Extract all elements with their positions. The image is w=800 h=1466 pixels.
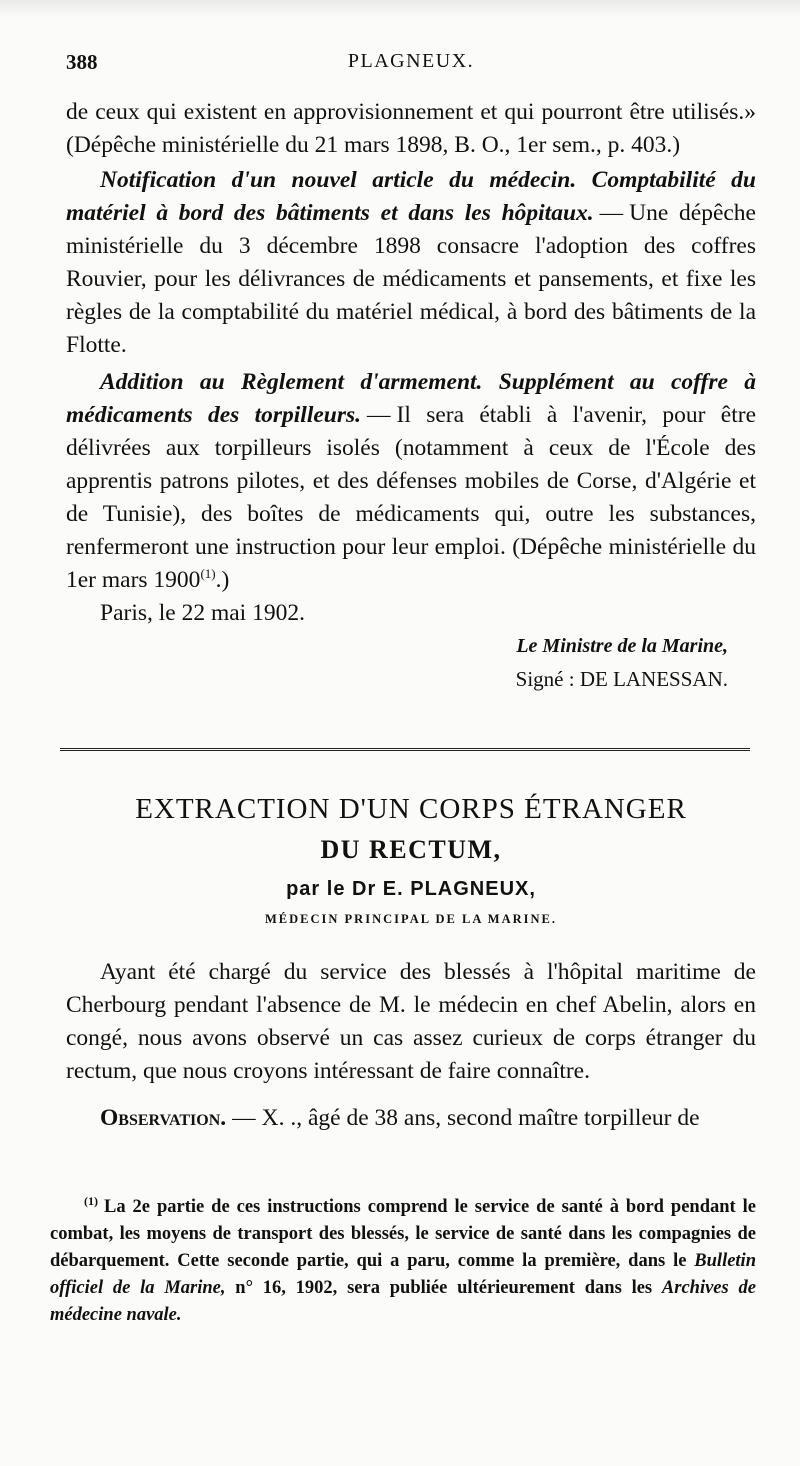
article-title: EXTRACTION D'UN CORPS ÉTRANGER [135,793,687,825]
notification-heading: Notification d'un nouvel article du médecin. Comptabilité du matériel à bord des bâtiments et dans les hôpitaux. [66,167,756,226]
footnote-journal-archives: Archives de médecine navale. [50,1278,756,1326]
dateline: Paris, le 22 mai 1902. [100,600,305,626]
notification-text: Une dépêche ministérielle du 3 décembre 1898 consacre l'adoption des coffres Rouvier, pour les délivrances de médicaments et pansements, et fixe les règles de la comptabilité du matériel médical, à bord des bâtiments de la Flotte. [66,200,756,358]
continuation-paragraph: de ceux qui existent en approvisionnement et qui pourront être utilisés.» (Dépêche ministérielle du 21 mars 1898, B. O., 1er sem., p. 403.) [66,99,756,158]
signature-title: Le Ministre de la Marine, [516,635,728,657]
page-top-edge [0,0,800,18]
footnote-text: La 2e partie de ces instructions comprend le service de santé à bord pendant le combat, les moyens de transport des blessés, le service de santé dans les compagnies de débarquement. Cette seconde partie, qui a paru, comme la première, dans le [50,1197,756,1272]
observation-dash: — [232,1105,256,1131]
running-title: PLAGNEUX. [347,50,475,72]
addition-dash: — [367,402,391,428]
addition-heading: Addition au Règlement d'armement. Supplément au coffre à médicaments des torpilleurs. [66,369,756,428]
intro-paragraph: Ayant été chargé du service des blessés à l'hôpital maritime de Cherbourg pendant l'absence de M. le médecin en chef Abelin, alors en congé, nous avons observé un cas assez curieux de corps étranger du rectum, que nous croyons intéressant de faire connaître. [66,959,756,1084]
article-body [66,956,756,1135]
signature-name: Signé : DE LANESSAN. [515,667,728,691]
observation-label: Observation. [100,1105,227,1131]
running-head [66,50,756,80]
addition-paragraph [66,366,756,597]
footnote-reference: (1) [200,566,216,582]
footnote-1 [50,1188,756,1329]
notification-dash: — [599,200,624,226]
addition-text: Il sera établi à l'avenir, pour être délivrées aux torpilleurs isolés (notamment à ceux de l'École des apprentis patrons pilotes, et des défenses mobiles de Corse, d'Algérie et de Tunisie), des boîtes de médicaments qui, outre les substances, renfermeront une instruction pour leur emploi. (Dépêche ministérielle du 1er mars 1900 [66,402,756,593]
article-subtitle: DU RECTUM, [320,835,502,864]
notification-paragraph [66,164,756,362]
author-affiliation: MÉDECIN PRINCIPAL DE LA MARINE. [265,912,557,926]
section-divider [60,748,750,751]
addition-end: .) [215,567,230,593]
footnote-journal-bulletin: Bulletin officiel de la Marine, [50,1251,756,1299]
observation-text: X. ., âgé de 38 ans, second maître torpilleur de [261,1105,700,1131]
page-number: 388 [66,50,98,74]
author-byline: par le Dr E. PLAGNEUX, [286,878,536,900]
article-header [66,790,756,932]
footnote-section [50,1188,756,1329]
footnote-marker: (1) [84,1194,98,1208]
footnote-text-mid: n° 16, 1902, sera publiée ultérieurement dans les [235,1278,653,1299]
previous-article-section [66,96,756,696]
observation-paragraph [66,1102,756,1135]
